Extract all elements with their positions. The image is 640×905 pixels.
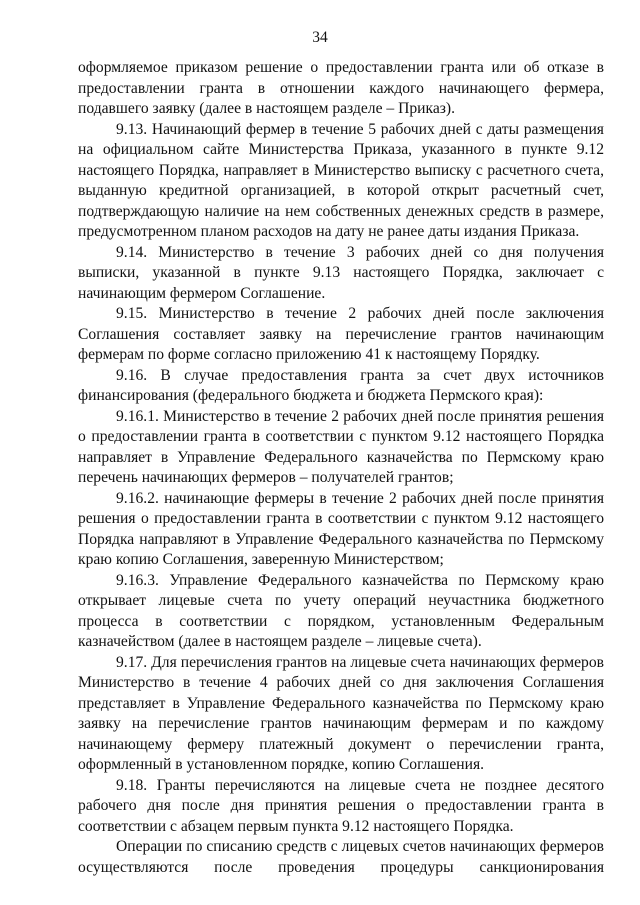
paragraph-9-16-3: 9.16.3. Управление Федерального казначейства по Пермскому краю открывает лицевые счета по учету операций неучастника бюджетного процесса в соответствии с порядком, установленным Федеральным казначейством (далее в настоящем разделе – лицевые счета). [78,571,604,650]
paragraph-intro-continuation: оформляемое приказом решение о предоставлении гранта или об отказе в предоставлении гранта в отношении каждого начинающего фермера, подавшего заявку (далее в настоящем разделе – Приказ). [78,59,604,117]
paragraph-9-16: 9.16. В случае предоставления гранта за счет двух источников финансирования (федерального бюджета и бюджета Пермского края): [78,366,604,404]
document-body [78,58,604,878]
paragraph-operations: Операции по списанию средств с лицевых счетов начинающих фермеров осуществляются после проведения процедуры санкционирования [78,838,604,876]
paragraph-9-13: 9.13. Начинающий фермер в течение 5 рабочих дней с даты размещения на официальном сайте Министерства Приказа, указанного в пункте 9.12 настоящего Порядка, направляет в Министерство выписку с расчетного счета, выданную кредитной организацией, в которой открыт расчетный счет, подтверждающую наличие на нем собственных денежных средств в размере, предусмотренном планом расходов на дату не ранее даты издания Приказа. [78,120,604,240]
paragraph-9-14: 9.14. Министерство в течение 3 рабочих дней со дня получения выписки, указанной в пункте 9.13 настоящего Порядка, заключает с начинающим фермером Соглашение. [78,243,604,302]
paragraph-9-17: 9.17. Для перечисления грантов на лицевые счета начинающих фермеров Министерство в течение 4 рабочих дней со дня заключения Соглашения представляет в Управление Федерального казначейства по Пермскому краю заявку на перечисление грантов начинающим фермерам и по каждому начинающему фермеру платежный документ о перечислении гранта, оформленный в установленном порядке, копию Соглашения. [78,653,604,773]
page-number: 34 [312,29,328,46]
paragraph-9-16-1: 9.16.1. Министерство в течение 2 рабочих дней после принятия решения о предоставлении гранта в соответствии с пунктом 9.12 настоящего Порядка направляет в Управление Федерального казначейства по Пермскому краю перечень начинающих фермеров – получателей грантов; [78,407,604,486]
paragraph-9-15: 9.15. Министерство в течение 2 рабочих дней после заключения Соглашения составляет заявку на перечисление грантов начинающим фермерам по форме согласно приложению 41 к настоящему Порядку. [78,305,604,363]
paragraph-9-16-2: 9.16.2. начинающие фермеры в течение 2 рабочих дней после принятия решения о предоставлении гранта в соответствии с пунктом 9.12 настоящего Порядка направляют в Управление Федерального казначейства по Пермскому краю копию Соглашения, заверенную Министерством; [78,489,604,568]
paragraph-9-18: 9.18. Гранты перечисляются на лицевые счета не позднее десятого рабочего дня после дня принятия решения о предоставлении гранта в соответствии с абзацем первым пункта 9.12 настоящего Порядка. [78,776,604,835]
